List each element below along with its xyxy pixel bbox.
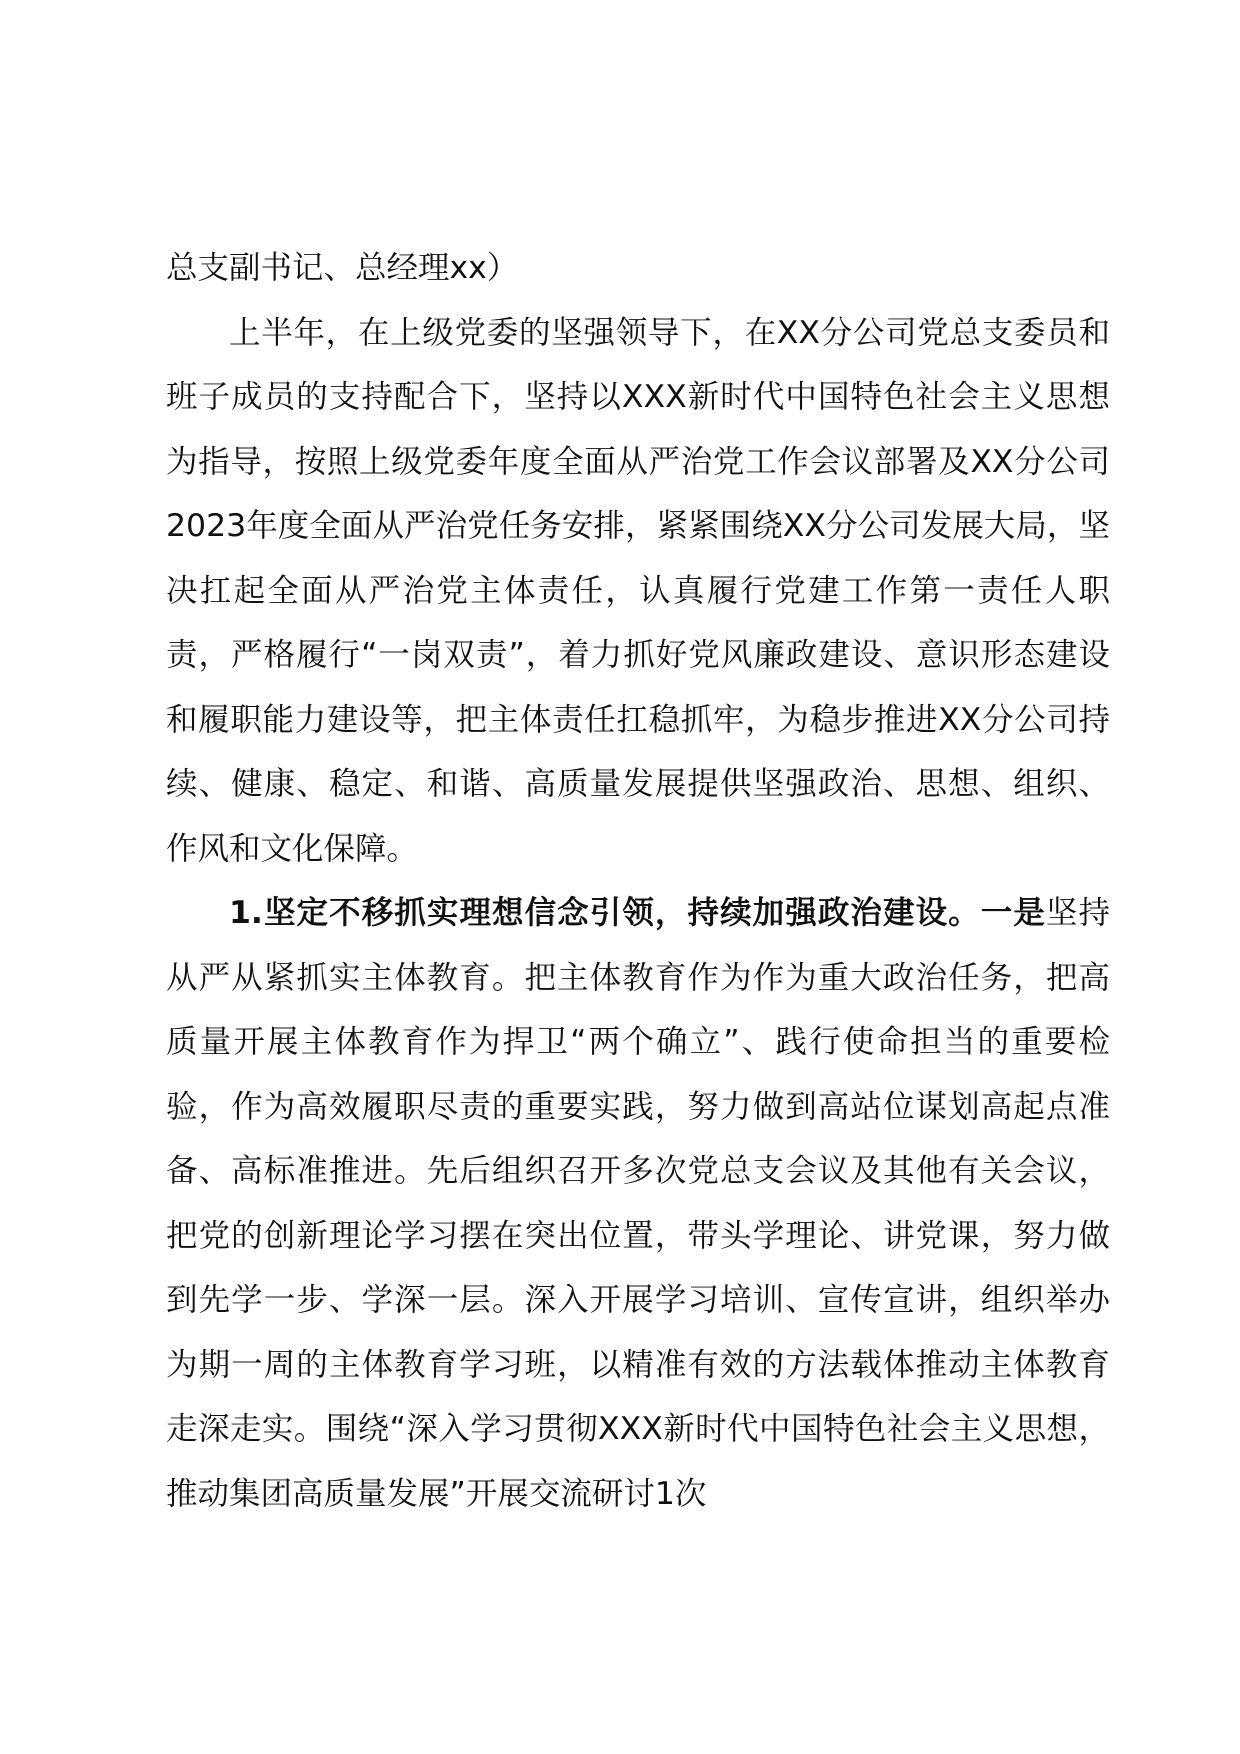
section-1-lead: 一是 — [980, 895, 1046, 931]
continuation-line: 总支副书记、总经理xx） — [166, 250, 519, 286]
intro-paragraph: 上半年，在上级党委的坚强领导下，在XX分公司党总支委员和班子成员的支持配合下，坚持以XXX新时代中国特色社会主义思想为指导，按照上级党委年度全面从严治党工作会议部署及XX分公司2023年度全面从严治党任务安排，紧紧围绕XX分公司发展大局，坚决扛起全面从严治党主体责任，认真履行党建工作第一责任人职责，严格履行“一岗双责”，着力抓好党风廉政建设、意识形态建设和履职能力建设等，把主体责任扛稳抓牢，为稳步推进XX分公司持续、健康、稳定、和谐、高质量发展提供坚强政治、思想、组织、作风和文化保障。 — [166, 314, 1110, 867]
document-page — [166, 236, 1110, 1526]
section-1-paragraph — [166, 881, 1110, 1526]
section-1-body: 坚持从严从紧抓实主体教育。把主体教育作为作为重大政治任务，把高质量开展主体教育作为捍卫“两个确立”、践行使命担当的重要检验，作为高效履职尽责的重要实践，努力做到高站位谋划高起点准备、高标准推进。先后组织召开多次党总支会议及其他有关会议，把党的创新理论学习摆在突出位置，带头学理论、讲党课，努力做到先学一步、学深一层。深入开展学习培训、宣传宣讲，组织举办为期一周的主体教育学习班，以精准有效的方法载体推动主体教育走深走实。围绕“深入学习贯彻XXX新时代中国特色社会主义思想，推动集团高质量发展”开展交流研讨1次 — [166, 895, 1110, 1512]
section-1-heading: 1.坚定不移抓实理想信念引领，持续加强政治建设。 — [229, 895, 981, 931]
